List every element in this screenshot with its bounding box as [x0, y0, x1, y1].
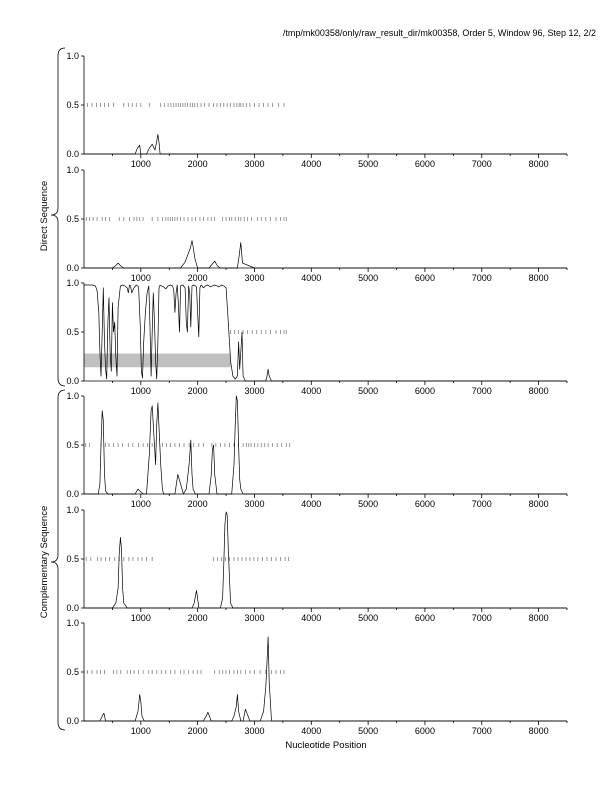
- panel-1: [66, 51, 567, 169]
- panel-3-x-tick-label-7: 7000: [471, 386, 492, 396]
- panel-5-y-tick-label-1: 0.0: [66, 603, 79, 613]
- chart-header-title: /tmp/mk00358/only/raw_result_dir/mk00358, Order 5, Window 96, Step 12, 2/2: [282, 28, 596, 38]
- panel-5-y-tick-label-2: 0.5: [66, 554, 79, 564]
- panel-1-x-tick-label-1: 1000: [130, 159, 151, 169]
- complementary-sequence-bracket-line: [51, 390, 65, 730]
- panel-4-x-tick-label-8: 8000: [528, 499, 549, 509]
- panel-4-x-tick-label-7: 7000: [471, 499, 492, 509]
- panel-1-series-line: [84, 134, 567, 154]
- panel-2-x-tick-label-1: 1000: [130, 273, 151, 283]
- panel-6: [66, 618, 567, 736]
- panel-5: [66, 505, 567, 623]
- panel-1-x-tick-label-6: 6000: [414, 159, 435, 169]
- panel-1-x-tick-label-3: 3000: [244, 159, 265, 169]
- panel-2-y-tick-label-2: 0.5: [66, 214, 79, 224]
- panel-1-x-tick-label-5: 5000: [358, 159, 379, 169]
- panel-5-x-tick-label-8: 8000: [528, 613, 549, 623]
- panel-4-x-tick-label-2: 2000: [187, 499, 208, 509]
- panel-2-x-tick-label-2: 2000: [187, 273, 208, 283]
- panel-5-x-tick-label-1: 1000: [130, 613, 151, 623]
- panel-6-series-line: [84, 637, 567, 721]
- panel-5-x-tick-label-2: 2000: [187, 613, 208, 623]
- panel-2-y-tick-label-3: 1.0: [66, 165, 79, 175]
- panel-3-x-tick-label-5: 5000: [358, 386, 379, 396]
- panel-4-x-tick-label-5: 5000: [358, 499, 379, 509]
- chart-panels: [66, 51, 567, 736]
- complementary-sequence-bracket: [51, 390, 65, 730]
- panel-6-x-tick-label-2: 2000: [187, 726, 208, 736]
- panel-3-y-tick-label-2: 0.5: [66, 327, 79, 337]
- panel-6-y-tick-label-1: 0.0: [66, 716, 79, 726]
- panel-3-x-tick-label-6: 6000: [414, 386, 435, 396]
- panel-6-x-tick-label-5: 5000: [358, 726, 379, 736]
- panel-1-y-tick-label-2: 0.5: [66, 100, 79, 110]
- panel-2-x-tick-label-4: 4000: [301, 273, 322, 283]
- panel-6-x-tick-label-8: 8000: [528, 726, 549, 736]
- panel-5-y-tick-label-3: 1.0: [66, 505, 79, 515]
- complementary-sequence-label: Complementary Sequence: [39, 505, 50, 619]
- panel-4-y-tick-label-1: 0.0: [66, 489, 79, 499]
- panel-6-x-tick-label-3: 3000: [244, 726, 265, 736]
- panel-2-x-tick-label-6: 6000: [414, 273, 435, 283]
- panel-4: [66, 391, 567, 509]
- panel-4-series-line: [84, 396, 567, 494]
- panel-1-x-tick-label-7: 7000: [471, 159, 492, 169]
- panel-3-x-tick-label-2: 2000: [187, 386, 208, 396]
- panel-5-x-tick-label-6: 6000: [414, 613, 435, 623]
- panel-5-x-tick-label-4: 4000: [301, 613, 322, 623]
- panel-2-x-tick-label-8: 8000: [528, 273, 549, 283]
- panel-4-x-tick-label-6: 6000: [414, 499, 435, 509]
- panel-6-x-tick-label-6: 6000: [414, 726, 435, 736]
- panel-3-x-tick-label-3: 3000: [244, 386, 265, 396]
- panel-4-x-tick-label-1: 1000: [130, 499, 151, 509]
- panel-3-x-tick-label-8: 8000: [528, 386, 549, 396]
- panel-6-y-tick-label-2: 0.5: [66, 667, 79, 677]
- panel-6-x-tick-label-1: 1000: [130, 726, 151, 736]
- panel-5-x-tick-label-3: 3000: [244, 613, 265, 623]
- panel-6-x-tick-label-7: 7000: [471, 726, 492, 736]
- panel-6-y-tick-label-3: 1.0: [66, 618, 79, 628]
- panel-5-series-line: [84, 512, 567, 608]
- panel-3-x-tick-label-1: 1000: [130, 386, 151, 396]
- panel-2-series-line: [84, 241, 567, 268]
- panel-6-x-tick-label-4: 4000: [301, 726, 322, 736]
- panel-5-x-tick-label-7: 7000: [471, 613, 492, 623]
- panel-1-y-tick-label-1: 0.0: [66, 149, 79, 159]
- panel-3-y-tick-label-1: 0.0: [66, 376, 79, 386]
- panel-5-x-tick-label-5: 5000: [358, 613, 379, 623]
- panel-1-x-tick-label-8: 8000: [528, 159, 549, 169]
- panel-2-x-tick-label-5: 5000: [358, 273, 379, 283]
- panel-4-y-tick-label-2: 0.5: [66, 440, 79, 450]
- direct-sequence-bracket-line: [51, 48, 65, 386]
- panel-4-y-tick-label-3: 1.0: [66, 391, 79, 401]
- panel-2-x-tick-label-7: 7000: [471, 273, 492, 283]
- panel-3-x-tick-label-4: 4000: [301, 386, 322, 396]
- panel-1-y-tick-label-3: 1.0: [66, 51, 79, 61]
- panel-2: [66, 165, 567, 283]
- direct-sequence-bracket: [51, 48, 65, 386]
- panel-2-x-tick-label-3: 3000: [244, 273, 265, 283]
- x-axis-title: Nucleotide Position: [285, 740, 367, 751]
- panel-4-x-tick-label-4: 4000: [301, 499, 322, 509]
- panel-3: [66, 278, 567, 396]
- direct-sequence-label: Direct Sequence: [39, 180, 50, 252]
- panel-1-x-tick-label-4: 4000: [301, 159, 322, 169]
- panel-1-x-tick-label-2: 2000: [187, 159, 208, 169]
- panel-3-y-tick-label-3: 1.0: [66, 278, 79, 288]
- panel-4-x-tick-label-3: 3000: [244, 499, 265, 509]
- panel-2-y-tick-label-1: 0.0: [66, 263, 79, 273]
